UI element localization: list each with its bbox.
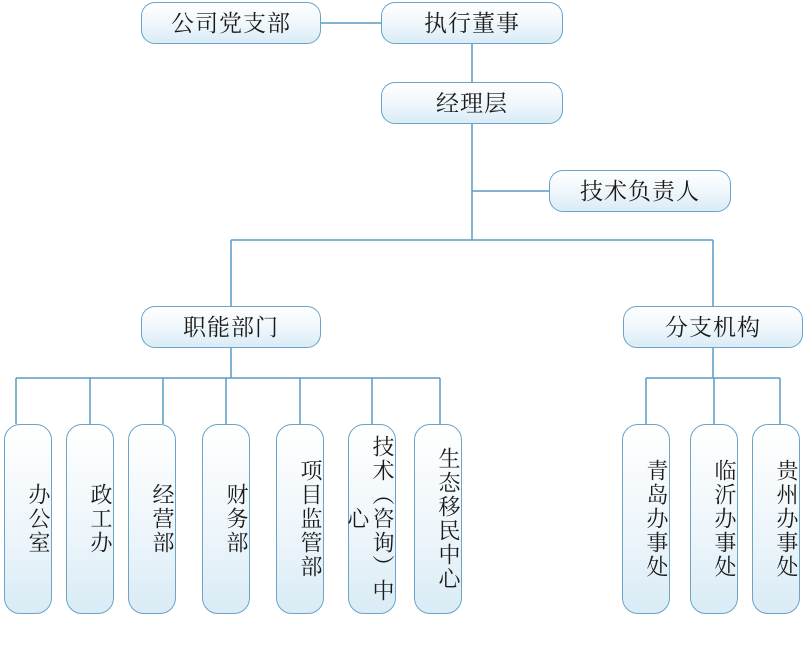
node-label: 分支机构 xyxy=(665,313,761,340)
node-label: 政工办 xyxy=(88,483,113,555)
node-label: 执行董事 xyxy=(424,9,520,36)
node-label: 技术负责人 xyxy=(580,177,700,204)
node-executive-director[interactable] xyxy=(381,2,563,44)
node-qingdao-office[interactable] xyxy=(622,424,670,614)
node-label: 项目监管部 xyxy=(298,459,323,579)
node-label: 公司党支部 xyxy=(171,9,291,36)
node-guizhou-office[interactable] xyxy=(752,424,800,614)
node-branch-offices[interactable] xyxy=(623,306,803,348)
node-linyi-office[interactable] xyxy=(690,424,738,614)
node-operations-dept[interactable] xyxy=(128,424,176,614)
node-technical-head[interactable] xyxy=(549,170,731,212)
node-office[interactable] xyxy=(4,424,52,614)
node-project-supervision-dept[interactable] xyxy=(276,424,324,614)
node-finance-dept[interactable] xyxy=(202,424,250,614)
node-label: 贵州办事处 xyxy=(774,459,799,579)
node-political-work[interactable] xyxy=(66,424,114,614)
node-functional-departments[interactable] xyxy=(141,306,321,348)
node-label: 职能部门 xyxy=(183,313,279,340)
node-label: 临沂办事处 xyxy=(712,459,737,579)
node-label: 办公室 xyxy=(26,483,51,555)
node-label: 经理层 xyxy=(436,89,508,116)
node-label: 青岛办事处 xyxy=(644,459,669,579)
node-label: 经营部 xyxy=(150,483,175,555)
node-technical-consulting-center[interactable] xyxy=(344,424,396,614)
node-party-branch[interactable] xyxy=(141,2,321,44)
node-label: 技术（咨询）中心 xyxy=(344,435,395,603)
node-management[interactable] xyxy=(381,82,563,124)
node-eco-migration-center[interactable] xyxy=(414,424,462,614)
node-label: 财务部 xyxy=(224,483,249,555)
node-label: 生态移民中心 xyxy=(436,447,461,591)
